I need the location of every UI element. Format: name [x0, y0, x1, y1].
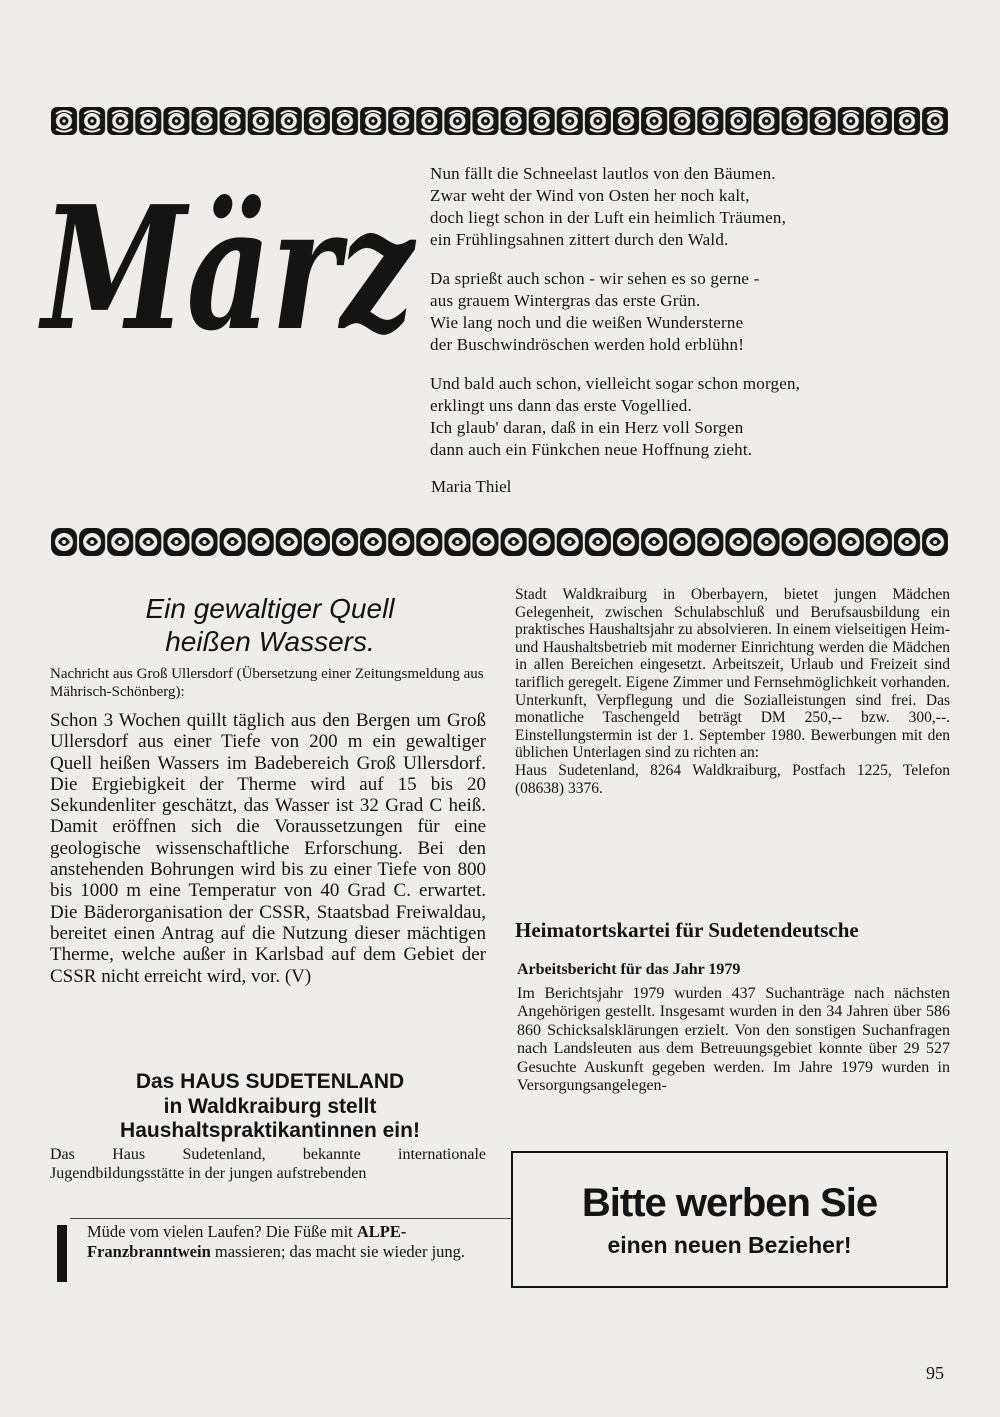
- marz-title: [38, 178, 418, 358]
- poem-line: doch liegt schon in der Luft ein heimlich Träumen,: [430, 208, 787, 227]
- poem-line: Nun fällt die Schneelast lautlos von den Bäumen.: [430, 164, 776, 183]
- poem-stanza-2: [430, 268, 960, 356]
- poem-line: Ich glaub' daran, daß in ein Herz voll Sorgen: [430, 418, 744, 437]
- haus-heading-line3: Haushaltspraktikantinnen ein!: [120, 1119, 420, 1142]
- quell-heading-line2: heißen Wassers.: [165, 626, 375, 657]
- haus-address: Haus Sudetenland, 8264 Waldkraiburg, Postfach 1225, Telefon (08638) 3376.: [515, 761, 950, 797]
- alpe-text-end: massieren; das macht sie wieder jung.: [214, 1242, 466, 1261]
- quell-heading-line1: Ein gewaltiger Quell: [145, 593, 395, 624]
- poem-line: aus grauem Wintergras das erste Grün.: [430, 291, 701, 310]
- poem-line: Zwar weht der Wind von Osten her noch kalt,: [430, 186, 750, 205]
- werben-line2: einen neuen Bezieher!: [607, 1232, 852, 1258]
- poem-line: Und bald auch schon, vielleicht sogar schon morgen,: [430, 374, 801, 393]
- page-number: 95: [926, 1363, 944, 1383]
- werben-advert: [511, 1151, 948, 1288]
- poem-line: erklingt uns dann das erste Vogellied.: [430, 396, 692, 415]
- poem-author: Maria Thiel: [431, 477, 512, 496]
- ornament-border-top: [50, 105, 948, 139]
- haus-heading-line2: in Waldkraiburg stellt: [163, 1094, 377, 1118]
- haus-heading-line1: Das HAUS SUDETENLAND: [135, 1070, 405, 1093]
- haus-body-start: Das Haus Sudetenland, bekannte internationale Jugendbildungsstätte in der jungen aufstrebenden: [50, 1146, 486, 1182]
- poem-line: der Buschwindröschen werden hold erblühn!: [430, 335, 745, 354]
- kartei-body: Im Berichtsjahr 1979 wurden 437 Suchanträge nach nächsten Angehörigen gestellt. Insgesamt wurden in den 34 Jahren über 586 860 Schicksalsklärungen erzielt. Von den sonstigen Suchanfragen nach Landsleuten aus dem Betreuungsgebiet konnte über 29 527 Gesuchte Auskunft gegeben werden. Im Jahre 1979 wurden in Versorgungsangelegen-: [517, 985, 950, 1095]
- alpe-advert: [52, 1217, 490, 1287]
- haus-body-cont: Stadt Waldkraiburg in Oberbayern, bietet jungen Mädchen Gelegenheit, zwischen Schulabschluß und Berufsausbildung ein praktisches Haushaltsjahr zu absolvieren. In einem vielseitigen Heim- und Haushaltsbetrieb mit moderner Einrichtung werden die Mädchen in allen Bereichen eingesetzt. Arbeitszeit, Urlaub und Freizeit sind tariflich geregelt. Eigene Zimmer und Fernsehmöglichkeit vorhanden. Unterkunft, Verpflegung und die Sozialleistungen sind frei. Das monatliche Taschengeld beträgt DM 250,-- bzw. 300,--. Einstellungstermin ist der 1. September 1980. Bewerbungen mit den üblichen Unterlagen sind zu richten an:: [515, 586, 950, 762]
- poem-stanza-1: [430, 163, 960, 251]
- haus-heading: [50, 1070, 490, 1144]
- quell-body: Schon 3 Wochen quillt täglich aus den Bergen um Groß Ullersdorf aus einer Tiefe von 200 m ein gewaltiger Quell heißen Wassers im Badebereich Groß Ullersdorf. Die Ergiebigkeit der Therme wird auf 15 bis 20 Sekundenliter geschätzt, das Wasser ist 32 Grad C heiß. Damit eröffnen sich die Voraussetzungen für eine geologische wissenschaftliche Erforschung. Bei den anstehenden Bohrungen wird bis zu einer Tiefe von 800 bis 1000 m eine Temperatur von 40 Grad C. erwartet. Die Bäderorganisation der CSSR, Staatsbad Freiwaldau, bereitet einen Antrag auf die Nutzung dieser mächtigen Therme, welche außer in Karlsbad auf dem Gebiet der CSSR nicht erreicht wird, vor. (V): [50, 710, 486, 987]
- poem-line: Da sprießt auch schon - wir sehen es so gerne -: [430, 269, 760, 288]
- quell-heading: [50, 592, 490, 658]
- alpe-text-start: Müde vom vielen Laufen? Die Füße mit: [87, 1222, 353, 1241]
- kartei-heading: Heimatortskartei für Sudetendeutsche: [515, 918, 859, 942]
- poem: [430, 163, 960, 478]
- poem-line: Wie lang noch und die weißen Wundersterne: [430, 313, 744, 332]
- alpe-advert-text: [87, 1222, 517, 1262]
- marz-title-text: März: [38, 178, 417, 358]
- advert-rule: [70, 1218, 532, 1219]
- alpe-brand: ALPE-Franzbranntwein: [87, 1222, 407, 1261]
- haus-body-continued: [515, 586, 950, 797]
- quell-intro: Nachricht aus Groß Ullersdorf (Übersetzung einer Zeitungsmeldung aus Mährisch-Schönberg):: [50, 666, 484, 700]
- poem-line: ein Frühlingsahnen zittert durch den Wald.: [430, 230, 729, 249]
- poem-stanza-3: [430, 373, 960, 461]
- poem-line: dann auch ein Fünkchen neue Hoffnung zieht.: [430, 440, 753, 459]
- ornament-border-middle: [50, 526, 948, 560]
- advert-bar: [57, 1225, 67, 1282]
- kartei-subheading: Arbeitsbericht für das Jahr 1979: [517, 961, 741, 978]
- werben-line1: Bitte werben Sie: [581, 1181, 878, 1225]
